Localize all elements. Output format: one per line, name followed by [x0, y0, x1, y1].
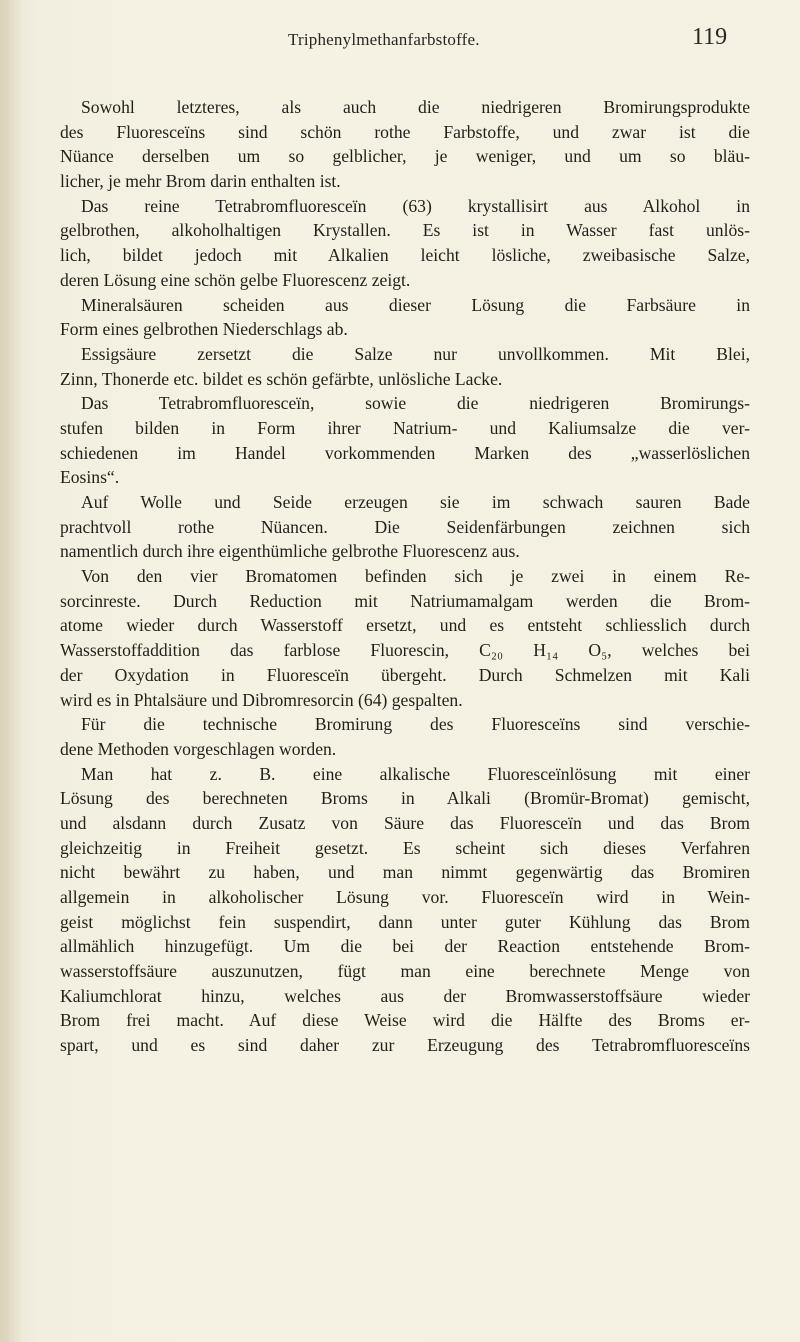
text-line: Kaliumchlorat hinzu, welches aus der Bromwasserstoffsäure wieder: [60, 985, 750, 1006]
text-line: deren Lösung eine schön gelbe Fluorescenz zeigt.: [60, 269, 411, 290]
text-line: Eosins“.: [60, 467, 120, 488]
text-line: spart, und es sind daher zur Erzeugung des Tetrabromfluoresceïns: [60, 1035, 750, 1056]
body-text: [60, 95, 750, 1058]
text-line: sorcinreste. Durch Reduction mit Natriumamalgam werden die Brom-: [60, 590, 750, 611]
text-line: Das Tetrabromfluoresceïn, sowie die niedrigeren Bromirungs-: [81, 393, 750, 414]
page-binding-shadow: [0, 0, 22, 1342]
text-line: gleichzeitig in Freiheit gesetzt. Es scheint sich dieses Verfahren: [60, 837, 750, 858]
text-line: schiedenen im Handel vorkommenden Marken des „wasserlöslichen: [60, 442, 750, 463]
text-line: wird es in Phtalsäure und Dibromresorcin (64) gespalten.: [60, 689, 463, 710]
text-line: Wasserstoffaddition das farblose Fluorescin, C₂₀ H₁₄ O₅, welches bei: [60, 640, 750, 661]
text-line: Zinn, Thonerde etc. bildet es schön gefärbte, unlösliche Lacke.: [60, 368, 503, 389]
text-line: allmählich hinzugefügt. Um die bei der Reaction entstehende Brom-: [60, 936, 750, 957]
running-title: Triphenylmethanfarbstoffe.: [288, 30, 480, 49]
text-line: prachtvoll rothe Nüancen. Die Seidenfärbungen zeichnen sich: [60, 516, 750, 537]
text-line: Von den vier Bromatomen befinden sich je zwei in einem Re-: [81, 566, 750, 587]
text-line: atome wieder durch Wasserstoff ersetzt, und es entsteht schliesslich durch: [60, 615, 750, 636]
text-line: lich, bildet jedoch mit Alkalien leicht lösliche, zweibasische Salze,: [60, 245, 750, 266]
text-line: allgemein in alkoholischer Lösung vor. Fluoresceïn wird in Wein-: [60, 887, 750, 907]
text-line: Mineralsäuren scheiden aus dieser Lösung die Farbsäure in: [81, 294, 750, 315]
text-line: Essigsäure zersetzt die Salze nur unvollkommen. Mit Blei,: [81, 343, 750, 364]
text-line: Für die technische Bromirung des Fluoresceïns sind verschie-: [81, 714, 750, 735]
text-line: stufen bilden in Form ihrer Natrium- und Kaliumsalze die ver-: [60, 417, 750, 438]
text-line: und alsdann durch Zusatz von Säure das Fluoresceïn und das Brom: [60, 812, 750, 833]
text-line: Form eines gelbrothen Niederschlags ab.: [60, 319, 348, 340]
text-line: dene Methoden vorgeschlagen worden.: [60, 738, 337, 759]
text-line: namentlich durch ihre eigenthümliche gelbrothe Fluorescenz aus.: [60, 541, 520, 562]
text-line: Auf Wolle und Seide erzeugen sie im schwach sauren Bade: [81, 492, 750, 512]
text-line: nicht bewährt zu haben, und man nimmt gegenwärtig das Bromiren: [60, 862, 750, 883]
text-line: geist möglichst fein suspendirt, dann unter guter Kühlung das Brom: [60, 911, 750, 932]
text-line: Brom frei macht. Auf diese Weise wird die Hälfte des Broms er-: [60, 1010, 750, 1031]
text-line: Sowohl letzteres, als auch die niedrigeren Bromirungsprodukte: [81, 97, 750, 117]
text-line: wasserstoffsäure auszunutzen, fügt man eine berechnete Menge von: [60, 961, 750, 982]
text-line: Nüance derselben um so gelblicher, je weniger, und um so bläu-: [60, 146, 750, 167]
text-line: gelbrothen, alkoholhaltigen Krystallen. Es ist in Wasser fast unlös-: [60, 220, 750, 241]
text-line: des Fluoresceïns sind schön rothe Farbstoffe, und zwar ist die: [60, 121, 750, 142]
text-line: Man hat z. B. eine alkalische Fluoresceïnlösung mit einer: [81, 763, 750, 784]
text-line: licher, je mehr Brom darin enthalten ist.: [60, 171, 341, 192]
page-number: 119: [692, 24, 728, 50]
text-line: Lösung des berechneten Broms in Alkali (Bromür-Bromat) gemischt,: [60, 788, 750, 809]
text-line: Das reine Tetrabromfluoresceïn (63) krystallisirt aus Alkohol in: [81, 195, 750, 216]
page-header: [0, 22, 800, 56]
text-line: der Oxydation in Fluoresceïn übergeht. Durch Schmelzen mit Kali: [60, 664, 750, 685]
